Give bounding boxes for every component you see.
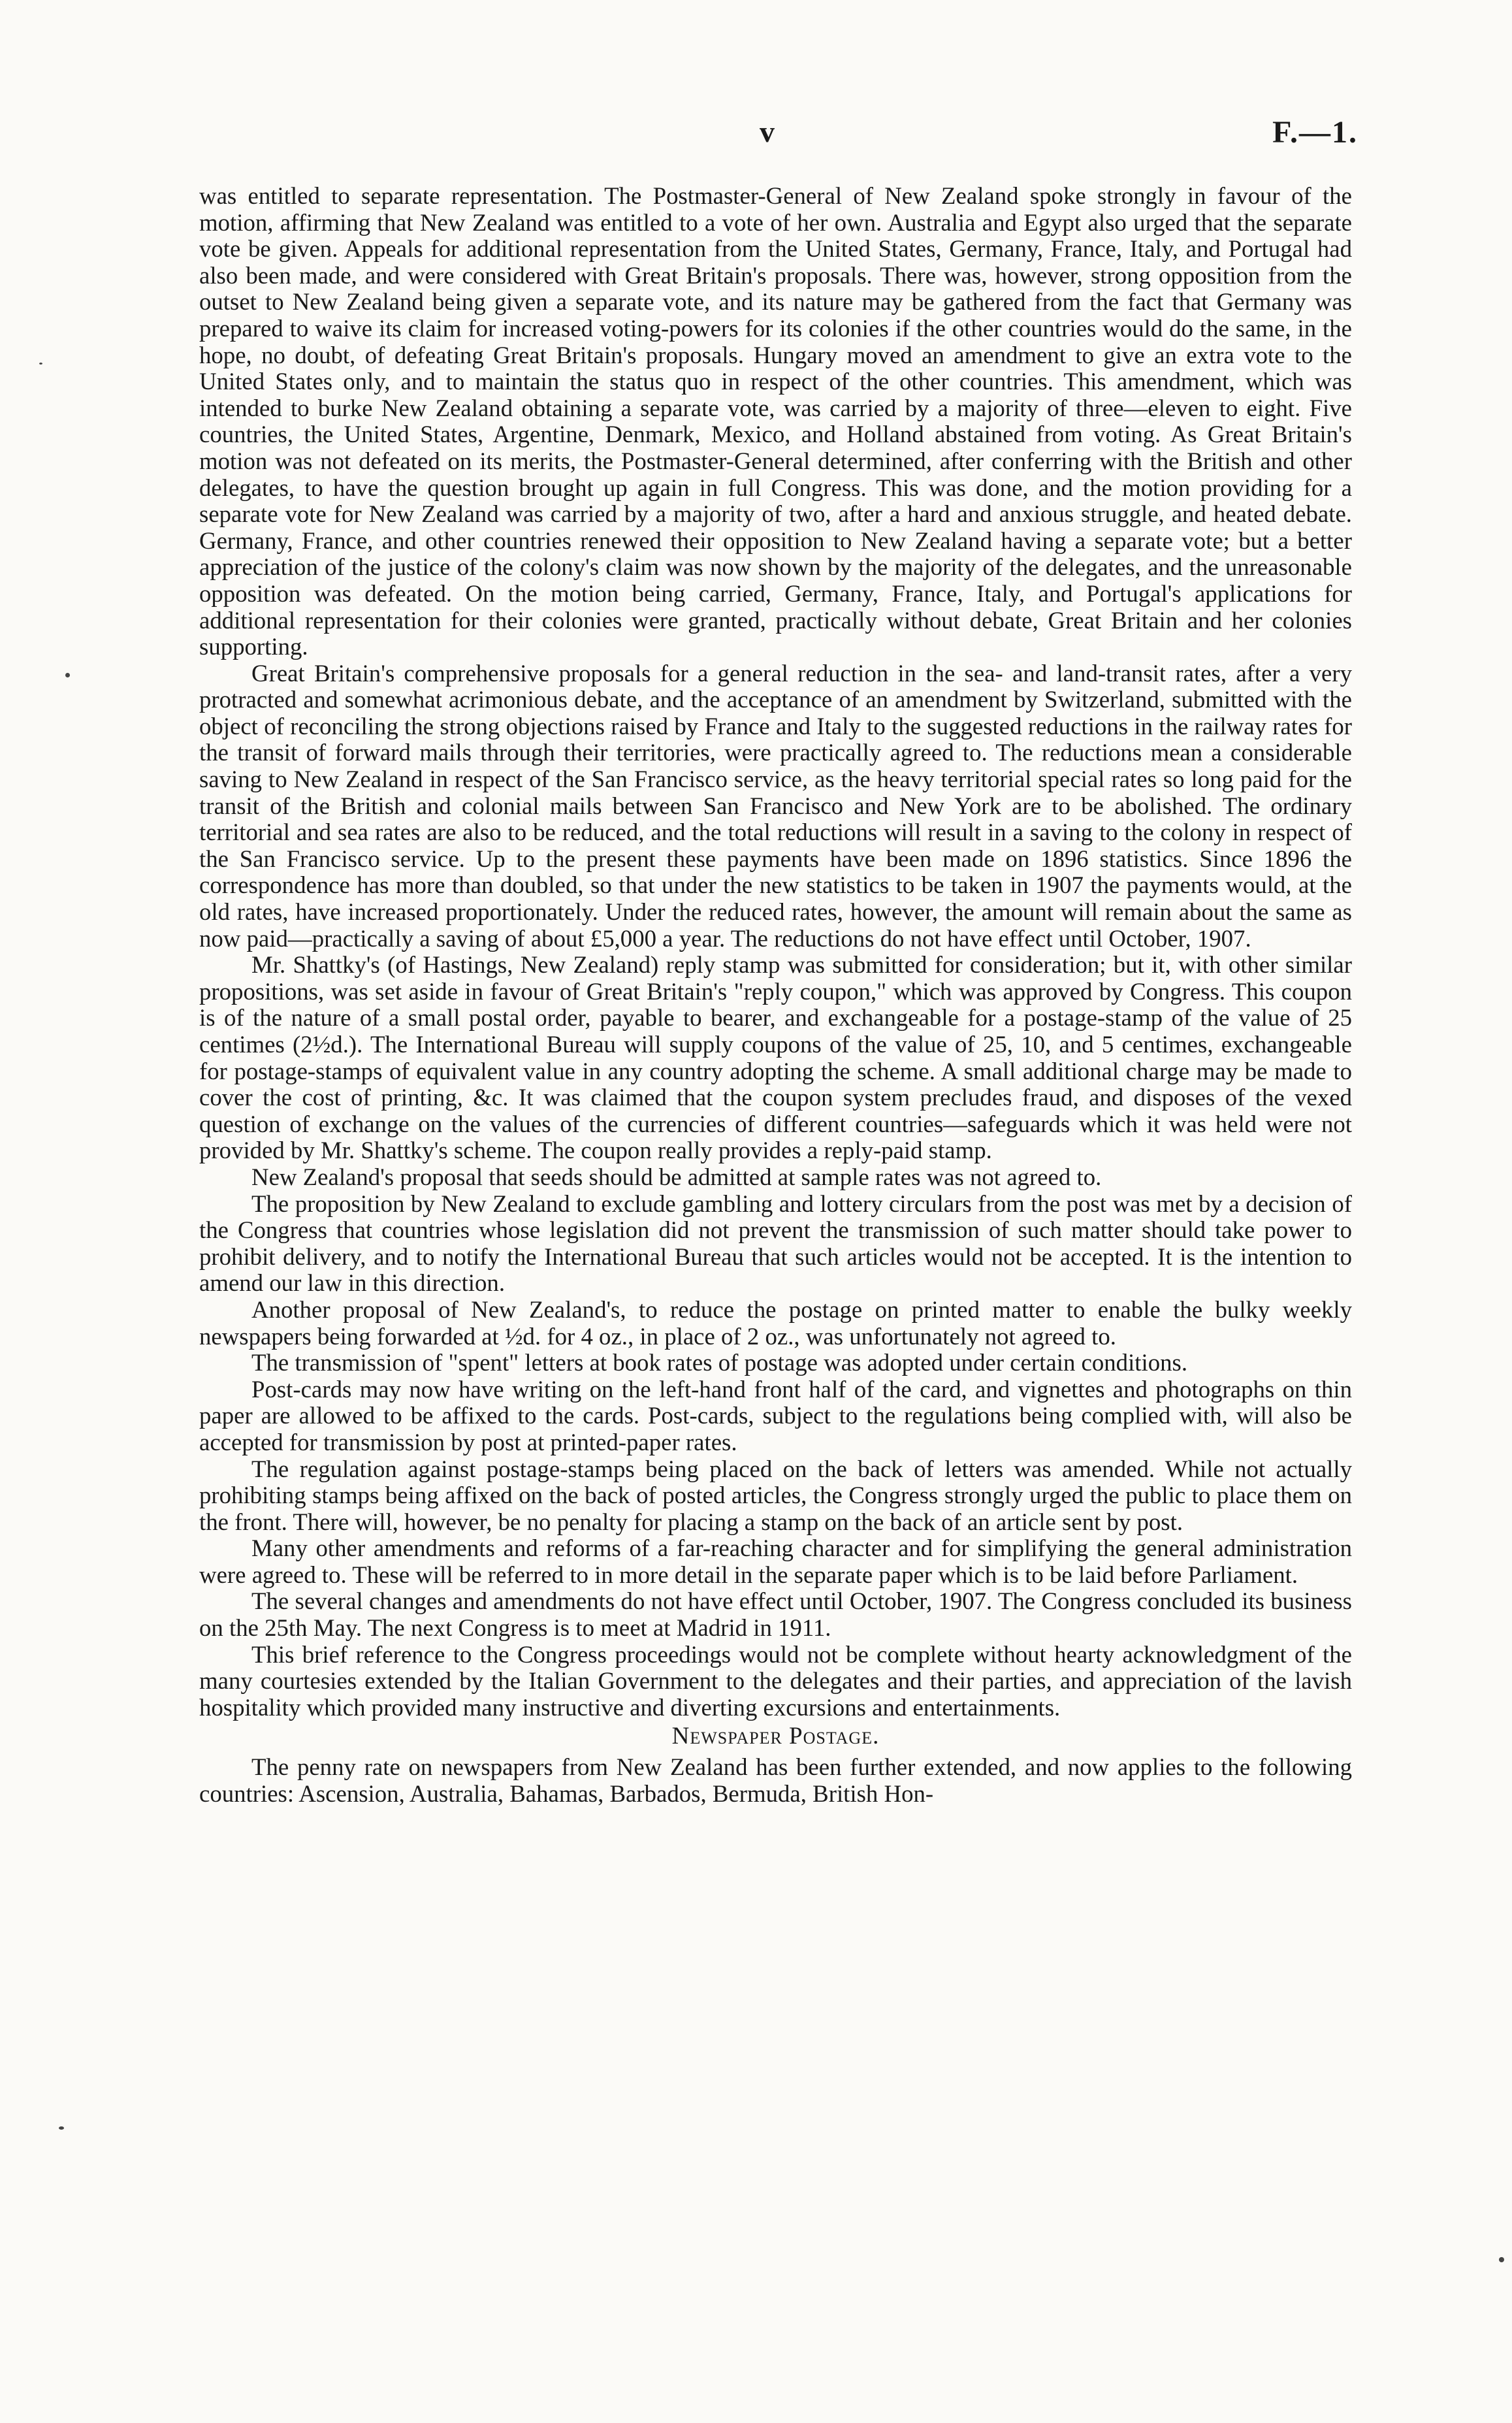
- document-body: [199, 183, 1352, 1807]
- section-heading: Newspaper Postage.: [671, 1723, 880, 1750]
- scan-speck: [59, 2126, 64, 2130]
- paragraph-newspaper-postage: The penny rate on newspapers from New Zealand has been further extended, and now applies to the following countries: Ascension, Australia, Bahamas, Barbados, Bermuda, British Hon-: [199, 1753, 1352, 1807]
- scan-speck: [1499, 2257, 1504, 2262]
- paragraph-printed-matter: Another proposal of New Zealand's, to reduce the postage on printed matter to enable the bulky weekly newspapers being forwarded at ½d. for 4 oz., in place of 2 oz., was unfortunately not agreed to.: [199, 1295, 1352, 1350]
- paragraph-gambling-circulars: The proposition by New Zealand to exclude gambling and lottery circulars from the post was met by a decision of the Congress that countries whose legislation did not prevent the transmission of such matter should take power to prohibit delivery, and to notify the International Bureau that such articles would not be accepted. It is the intention to amend our law in this direction.: [199, 1190, 1352, 1297]
- scan-speck: [65, 673, 70, 677]
- paragraph-effective-date: The several changes and amendments do not have effect until October, 1907. The Congress concluded its business on the 25th May. The next Congress is to meet at Madrid in 1911.: [199, 1587, 1352, 1642]
- paragraph-stamp-placement: The regulation against postage-stamps being placed on the back of letters was amended. While not actually prohibiting stamps being affixed on the back of posted articles, the Congress strongly urged the public to place them on the front. There will, however, be no penalty for placing a stamp on the back of an article sent by post.: [199, 1455, 1352, 1535]
- paragraph-reply-coupon: Mr. Shattky's (of Hastings, New Zealand) reply stamp was submitted for consideration; but it, with other similar propositions, was set aside in favour of Great Britain's "reply coupon," which was approved by Congress. This coupon is of the nature of a small postal order, payable to bearer, and exchangeable for a postage-stamp of the value of 25 centimes (2½d.). The International Bureau will supply coupons of the value of 25, 10, and 5 centimes, exchangeable for postage-stamps of equivalent value in any country adopting the scheme. A small additional charge may be made to cover the cost of printing, &c. It was claimed that the coupon system precludes fraud, and disposes of the vexed question of exchange on the values of the currencies of different countries—safeguards which it was held were not provided by Mr. Shattky's scheme. The coupon really provides a reply-paid stamp.: [199, 951, 1352, 1164]
- paragraph-spent-letters: The transmission of "spent" letters at book rates of postage was adopted under certain conditions.: [251, 1349, 1188, 1376]
- paragraph-representation: was entitled to separate representation. The Postmaster-General of New Zealand spoke strongly in favour of the motion, affirming that New Zealand was entitled to a vote of her own. Australia and Egypt also urged that the separate vote be given. Appeals for additional representation from the United States, Germany, France, Italy, and Portugal had also been made, and were considered with Great Britain's proposals. There was, however, strong opposition from the outset to New Zealand being given a separate vote, and its nature may be gathered from the fact that Germany was prepared to waive its claim for increased voting-powers for its colonies if the other countries would do the same, in the hope, no doubt, of defeating Great Britain's proposals. Hungary moved an amendment to give an extra vote to the United States only, and to maintain the status quo in respect of the other countries. This amendment, which was intended to burke New Zealand obtaining a separate vote, was carried by a majority of three—eleven to eight. Five countries, the United States, Argentine, Denmark, Mexico, and Holland abstained from voting. As Great Britain's motion was not defeated on its merits, the Postmaster-General determined, after conferring with the British and other delegates, to have the question brought up again in full Congress. This was done, and the motion providing for a separate vote for New Zealand was carried by a majority of two, after a hard and anxious struggle, and heated debate. Germany, France, and other countries renewed their opposition to New Zealand having a separate vote; but a better appreciation of the justice of the colony's claim was now shown by the majority of the delegates, and the unreasonable opposition was defeated. On the motion being carried, Germany, France, Italy, and Portugal's applications for additional representation for their colonies were granted, practically without debate, Great Britain and her colonies supporting.: [199, 182, 1352, 660]
- document-reference: F.—1.: [1272, 115, 1358, 150]
- paragraph-post-cards: Post-cards may now have writing on the left-hand front half of the card, and vignettes and photographs on thin paper are allowed to be affixed to the cards. Post-cards, subject to the regulations being complied with, will also be accepted for transmission by post at printed-paper rates.: [199, 1375, 1352, 1455]
- page-header: [0, 114, 1512, 160]
- scan-speck: [39, 363, 42, 365]
- page-number: v: [760, 115, 775, 148]
- paragraph-acknowledgment: This brief reference to the Congress proceedings would not be complete without hearty acknowledgment of the many courtesies extended by the Italian Government to the delegates and their parties, and appreciation of the lavish hospitality which provided many instructive and diverting excursions and entertainments.: [199, 1640, 1352, 1721]
- paragraph-transit-rates: Great Britain's comprehensive proposals for a general reduction in the sea- and land-transit rates, after a very protracted and somewhat acrimonious debate, and the acceptance of an amendment by Switzerland, submitted with the object of reconciling the strong objections raised by France and Italy to the suggested reductions in the railway rates for the transit of forward mails through their territories, were practically agreed to. The reductions mean a considerable saving to New Zealand in respect of the San Francisco service, as the heavy territorial special rates so long paid for the transit of the British and colonial mails between San Francisco and New York are to be abolished. The ordinary territorial and sea rates are also to be reduced, and the total reductions will result in a saving to the colony in respect of the San Francisco service. Up to the present these payments have been made on 1896 statistics. Since 1896 the correspondence has more than doubled, so that under the new statistics to be taken in 1907 the payments would, at the old rates, have increased proportionately. Under the reduced rates, however, the amount will remain about the same as now paid—practically a saving of about £5,000 a year. The reductions do not have effect until October, 1907.: [199, 659, 1352, 952]
- paragraph-other-amendments: Many other amendments and reforms of a far-reaching character and for simplifying the general administration were agreed to. These will be referred to in more detail in the separate paper which is to be laid before Parliament.: [199, 1535, 1352, 1588]
- paragraph-seeds: New Zealand's proposal that seeds should be admitted at sample rates was not agreed to.: [251, 1163, 1102, 1190]
